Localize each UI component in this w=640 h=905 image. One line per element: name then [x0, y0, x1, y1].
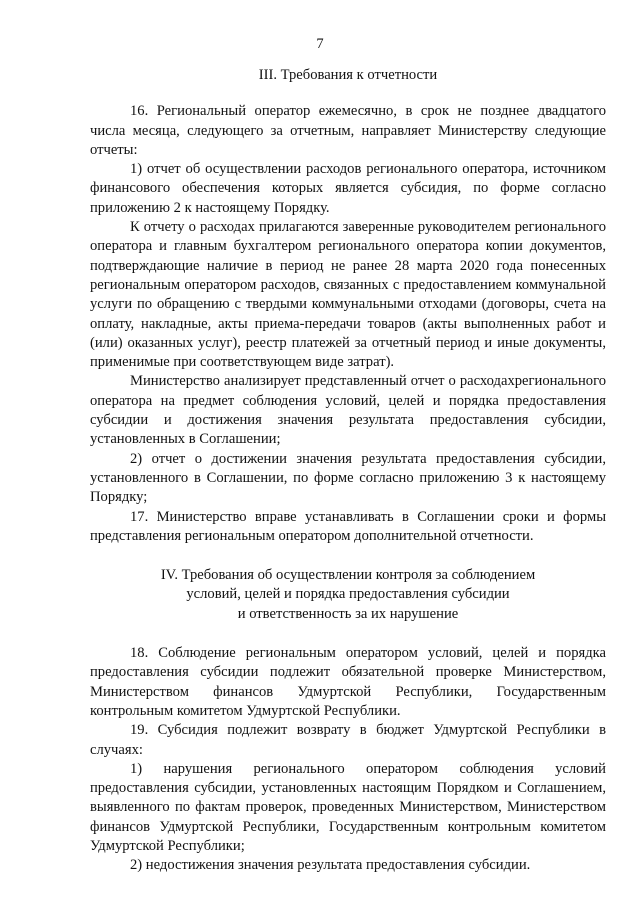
section-4-heading-line-1: IV. Требования об осуществлении контроля за соблюдением: [160, 567, 536, 584]
paragraph-16-item-1: 1) отчет об осуществлении расходов регионального оператора, источником финансового обеспечения которых является субсидия, по форме согласно приложению 2 к настоящему Порядку.: [90, 161, 606, 216]
paragraph-ministry-analysis: Министерство анализирует представленный отчет о расходахрегионального оператора на предмет соблюдения условий, целей и порядка предоставления субсидии и достижения значения результата предоставления субсидии, установленных в Соглашении;: [90, 373, 606, 448]
section-4-heading: [90, 566, 606, 624]
paragraph-16-item-2: 2) отчет о достижении значения результата предоставления субсидии, установленного в Соглашении, по форме согласно приложению 3 к настоящему Порядку;: [90, 450, 606, 506]
paragraph-16: 16. Региональный оператор ежемесячно, в срок не позднее двадцатого числа месяца, следующего за отчетным, направляет Министерству следующие отчеты:: [90, 103, 606, 158]
section-3-heading: III. Требования к отчетности: [258, 67, 438, 83]
paragraph-18: 18. Соблюдение региональным оператором условий, целей и порядка предоставления субсидии подлежит обязательной проверке Министерством, Министерством финансов Удмуртской Республики, Государственным контрольным комитетом Удмуртской Республики.: [90, 645, 606, 719]
section-4-heading-line-2: условий, целей и порядка предоставления субсидии: [186, 586, 510, 603]
page-number: 7: [316, 36, 324, 52]
document-body: [90, 66, 606, 876]
paragraph-17: 17. Министерство вправе устанавливать в Соглашении сроки и формы представления региональным оператором дополнительной отчетности.: [90, 508, 606, 544]
paragraph-19-item-1: 1) нарушения регионального оператором соблюдения условий предоставления субсидии, установленных настоящим Порядком и Соглашением, выявленного по фактам проверок, проведенных Министерством, Министерством финансов Удмуртской Республики, Государственным контрольным комитетом Удмуртской Республики;: [90, 760, 606, 854]
paragraph-19: 19. Субсидия подлежит возврату в бюджет Удмуртской Республики в случаях:: [90, 722, 606, 758]
paragraph-19-item-2: 2) недостижения значения результата предоставления субсидии.: [130, 857, 531, 874]
section-4-heading-line-3: и ответственность за их нарушение: [237, 605, 459, 622]
paragraph-report-attachments: К отчету о расходах прилагаются заверенные руководителем регионального оператора и главным бухгалтером регионального оператора копии документов, подтверждающие наличие в период не ранее 28 марта 2020 года понесенных региональным оператором расходов, связанных с предоставлением коммунальной услуги по обращению с твердыми коммунальными отходами (договоры, счета на оплату, накладные, акты приема-передачи товаров (акты выполненных работ и (или) оказанных услуг), реестр платежей за отчетный период и иные документы, применимые при соответствующем виде затрат).: [90, 219, 606, 371]
